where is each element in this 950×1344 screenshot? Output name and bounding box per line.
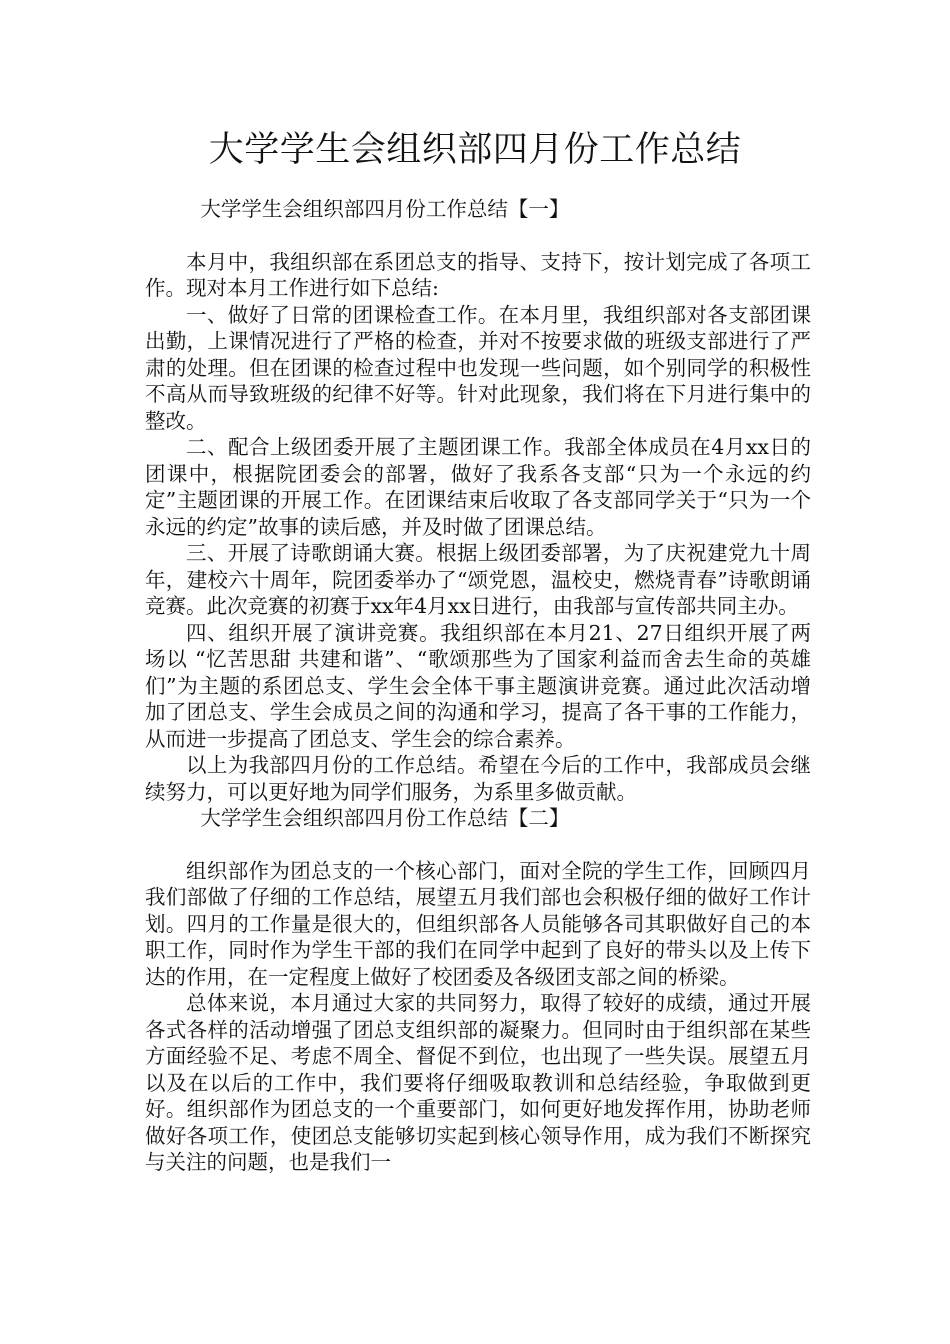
section-2-paragraph-1: 组织部作为团总支的一个核心部门，面对全院的学生工作，回顾四月我们部做了仔细的工作总结，展望五月我们部也会积极仔细的做好工作计划。四月的工作量是很大的，但组织部各人员能够各司其职做好自己的本职工作，同时作为学生干部的我们在同学中起到了良好的带头以及上传下达的作用，在一定程度上做好了校团委及各级团支部之间的桥梁。 — [145, 858, 811, 989]
section-1-paragraph-2: 一、做好了日常的团课检查工作。在本月里，我组织部对各支部团课出勤，上课情况进行了严格的检查，并对不按要求做的班级支部进行了严肃的处理。但在团课的检查过程中也发现一些问题，如个别同学的积极性不高从而导致班级的纪律不好等。针对此现象，我们将在下月进行集中的整改。 — [145, 302, 811, 433]
blank-line — [145, 832, 811, 858]
section-2-heading: 大学学生会组织部四月份工作总结【二】 — [200, 806, 570, 830]
section-1-paragraph-3: 二、配合上级团委开展了主题团课工作。我部全体成员在4月xx日的团课中，根据院团委会的部署，做好了我系各支部“只为一个永远的约定”主题团课的开展工作。在团课结束后收取了各支部同学关于“只为一个永远的约定”故事的读后感，并及时做了团课总结。 — [145, 435, 811, 539]
blank-line — [145, 223, 811, 249]
document-body — [145, 196, 811, 1176]
section-1-paragraph-6: 以上为我部四月份的工作总结。希望在今后的工作中，我部成员会继续努力，可以更好地为同学们服务，为系里多做贡献。 — [145, 753, 811, 804]
section-1-paragraph-4: 三、开展了诗歌朗诵大赛。根据上级团委部署，为了庆祝建党九十周年，建校六十周年，院团委举办了“颂党恩，温校史，燃烧青春”诗歌朗诵竞赛。此次竞赛的初赛于xx年4月xx日进行，由我部与宣传部共同主办。 — [145, 541, 811, 618]
document-title: 大学学生会组织部四月份工作总结 — [208, 130, 742, 170]
section-1-paragraph-1: 本月中，我组织部在系团总支的指导、支持下，按计划完成了各项工作。现对本月工作进行如下总结: — [145, 249, 811, 300]
section-2-paragraph-2: 总体来说，本月通过大家的共同努力，取得了较好的成绩，通过开展各式各样的活动增强了团总支组织部的凝聚力。但同时由于组织部在某些方面经验不足、考虑不周全、督促不到位，也出现了一些失误。展望五月以及在以后的工作中，我们要将仔细吸取教训和总结经验，争取做到更好。组织部作为团总支的一个重要部门，如何更好地发挥作用，协助老师做好各项工作，使团总支能够切实起到核心领导作用，成为我们不断探究与关注的问题，也是我们一 — [145, 991, 811, 1174]
section-1-paragraph-5: 四、组织开展了演讲竞赛。我组织部在本月21、27日组织开展了两场以 “忆苦思甜 共建和谐”、“歌颂那些为了国家利益而舍去生命的英雄们”为主题的系团总支、学生会全体干事主题演讲竞赛。通过此次活动增加了团总支、学生会成员之间的沟通和学习，提高了各干事的工作能力，从而进一步提高了团总支、学生会的综合素养。 — [145, 620, 811, 751]
section-1-heading: 大学学生会组织部四月份工作总结【一】 — [200, 197, 570, 221]
